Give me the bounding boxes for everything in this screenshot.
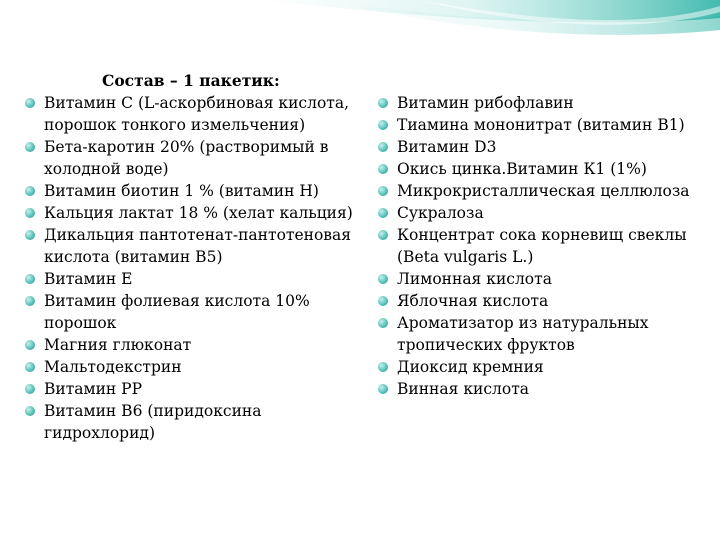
right-column <box>375 92 705 400</box>
list-item: Витамин В6 (пиридоксина гидрохлорид) <box>22 400 354 444</box>
list-item: Витамин фолиевая кислота 10% порошок <box>22 290 354 334</box>
section-heading: Состав – 1 пакетик: <box>102 71 280 90</box>
list-item: Витамин Е <box>22 268 354 290</box>
list-item: Диоксид кремния <box>375 356 705 378</box>
list-item: Бета-каротин 20% (растворимый в холодной воде) <box>22 136 354 180</box>
list-item: Дикальция пантотенат-пантотеновая кислота (витамин В5) <box>22 224 354 268</box>
list-item: Сукралоза <box>375 202 705 224</box>
list-item: Тиамина мононитрат (витамин В1) <box>375 114 705 136</box>
list-item: Мальтодекстрин <box>22 356 354 378</box>
list-item: Витамин рибофлавин <box>375 92 705 114</box>
list-item: Микрокристаллическая целлюлоза <box>375 180 705 202</box>
right-ingredient-list <box>375 92 705 400</box>
list-item: Винная кислота <box>375 378 705 400</box>
list-item: Лимонная кислота <box>375 268 705 290</box>
list-item: Витамин биотин 1 % (витамин Н) <box>22 180 354 202</box>
list-item: Ароматизатор из натуральных тропических фруктов <box>375 312 705 356</box>
list-item: Кальция лактат 18 % (хелат кальция) <box>22 202 354 224</box>
list-item: Витамин С (L-аскорбиновая кислота, порошок тонкого измельчения) <box>22 92 354 136</box>
list-item: Витамин D3 <box>375 136 705 158</box>
list-item: Витамин РР <box>22 378 354 400</box>
left-ingredient-list <box>22 92 354 444</box>
list-item: Яблочная кислота <box>375 290 705 312</box>
top-wave-decoration <box>0 0 720 80</box>
list-item: Магния глюконат <box>22 334 354 356</box>
list-item: Окись цинка.Витамин К1 (1%) <box>375 158 705 180</box>
left-column <box>22 70 354 444</box>
list-item: Концентрат сока корневищ свеклы (Beta vulgaris L.) <box>375 224 705 268</box>
